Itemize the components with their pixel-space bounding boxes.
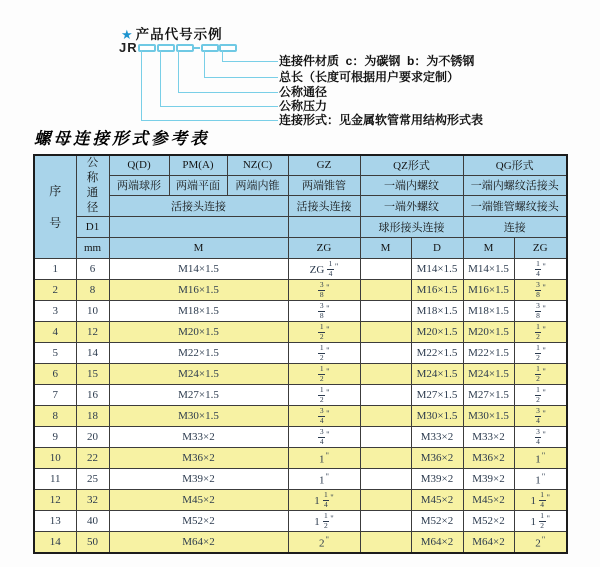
cell-qg_m: M39×2 <box>463 469 514 490</box>
header-col-q: Q(D) <box>109 155 169 175</box>
cell-seq: 8 <box>34 406 76 427</box>
header-qz-conn: 球形接头连接 <box>360 217 463 238</box>
header-col-nz: NZ(C) <box>227 155 288 175</box>
table-row <box>34 469 567 490</box>
cell-gz: $\frac{1}{2}$ " <box>288 322 360 343</box>
cell-m: M14×1.5 <box>109 259 288 280</box>
header-m: M <box>109 238 288 259</box>
cell-gz: 1 $\frac{1}{4}$ " <box>288 490 360 511</box>
table-row <box>34 427 567 448</box>
cell-m: M36×2 <box>109 448 288 469</box>
cell-qg_m: M16×1.5 <box>463 280 514 301</box>
cell-qg_zg: $\frac{3}{4}$ " <box>514 406 567 427</box>
cell-qz_m <box>360 259 411 280</box>
cell-qz_d: M52×2 <box>411 511 463 532</box>
table-row <box>34 343 567 364</box>
code-label-material: 连接件材质 c：为碳钢 b：为不锈钢 <box>279 54 475 68</box>
cell-qg_zg: $\frac{3}{8}$ " <box>514 280 567 301</box>
cell-m: M24×1.5 <box>109 364 288 385</box>
cell-qg_m: M20×1.5 <box>463 322 514 343</box>
cell-qz_d: M39×2 <box>411 469 463 490</box>
cell-qz_d: M30×1.5 <box>411 406 463 427</box>
cell-qz_m <box>360 406 411 427</box>
cell-qg_zg: $\frac{1}{2}$ " <box>514 322 567 343</box>
header-gz-conn: 活接头连接 <box>288 195 360 216</box>
header-q-desc: 两端球形 <box>109 175 169 195</box>
cell-gz: $\frac{1}{2}$ " <box>288 385 360 406</box>
cell-m: M18×1.5 <box>109 301 288 322</box>
cell-gz: $\frac{3}{8}$ " <box>288 280 360 301</box>
cell-seq: 14 <box>34 532 76 553</box>
cell-seq: 2 <box>34 280 76 301</box>
cell-qz_d: M36×2 <box>411 448 463 469</box>
code-label-pressure: 公称压力 <box>279 99 328 113</box>
header-qz-desc2: 一端外螺纹 <box>360 195 463 216</box>
header-union-conn: 活接头连接 <box>109 195 288 216</box>
cell-m: M20×1.5 <box>109 322 288 343</box>
cell-gz: $\frac{1}{2}$ " <box>288 364 360 385</box>
cell-qg_zg: 1 $\frac{1}{2}$ " <box>514 511 567 532</box>
cell-qz_m <box>360 469 411 490</box>
table-row <box>34 532 567 553</box>
header-blank-left <box>109 217 288 238</box>
cell-m: M64×2 <box>109 532 288 553</box>
cell-qz_m <box>360 532 411 553</box>
table-title: 螺母连接形式参考表 <box>34 129 210 148</box>
table-row <box>34 490 567 511</box>
cell-seq: 11 <box>34 469 76 490</box>
cell-m: M16×1.5 <box>109 280 288 301</box>
code-label-diameter: 公称通径 <box>279 85 328 99</box>
header-col-pm: PM(A) <box>169 155 227 175</box>
cell-gz: 1 $\frac{1}{2}$ " <box>288 511 360 532</box>
header-qz-desc1: 一端内螺纹 <box>360 175 463 195</box>
cell-seq: 6 <box>34 364 76 385</box>
code-line-form <box>141 50 278 121</box>
cell-qz_d: M24×1.5 <box>411 364 463 385</box>
table-body <box>34 259 567 553</box>
cell-dn: 10 <box>76 301 109 322</box>
table-row <box>34 280 567 301</box>
cell-m: M30×1.5 <box>109 406 288 427</box>
cell-qz_m <box>360 364 411 385</box>
header-pm-desc: 两端平面 <box>169 175 227 195</box>
table-row <box>34 385 567 406</box>
cell-gz: ZG $\frac{1}{4}$ " <box>288 259 360 280</box>
cell-dn: 50 <box>76 532 109 553</box>
star-icon: ★ <box>121 27 134 42</box>
cell-dn: 18 <box>76 406 109 427</box>
cell-qg_m: M22×1.5 <box>463 343 514 364</box>
table-header <box>34 155 567 259</box>
cell-gz: $\frac{3}{8}$ " <box>288 301 360 322</box>
cell-qz_m <box>360 301 411 322</box>
cell-qg_zg: $\frac{3}{8}$ " <box>514 301 567 322</box>
cell-qz_d: M20×1.5 <box>411 322 463 343</box>
cell-qz_m <box>360 511 411 532</box>
cell-dn: 32 <box>76 490 109 511</box>
cell-seq: 10 <box>34 448 76 469</box>
header-dn: 公称通径 <box>76 155 109 217</box>
cell-qz_m <box>360 280 411 301</box>
cell-m: M52×2 <box>109 511 288 532</box>
cell-m: M22×1.5 <box>109 343 288 364</box>
cell-qz_m <box>360 427 411 448</box>
cell-qz_m <box>360 490 411 511</box>
code-label-length: 总长（长度可根据用户要求定制） <box>279 70 460 84</box>
header-qg-desc1: 一端内螺纹活接头 <box>463 175 567 195</box>
code-prefix: JR <box>119 40 138 55</box>
cell-dn: 8 <box>76 280 109 301</box>
table-row <box>34 448 567 469</box>
code-dash <box>193 47 200 49</box>
header-qg-m: M <box>463 238 514 259</box>
header-seq: 序号 <box>34 155 76 259</box>
table-row <box>34 259 567 280</box>
cell-qz_d: M18×1.5 <box>411 301 463 322</box>
cell-qg_m: M27×1.5 <box>463 385 514 406</box>
cell-qg_zg: $\frac{3}{4}$ " <box>514 427 567 448</box>
cell-seq: 5 <box>34 343 76 364</box>
code-label-form: 连接形式：见金属软管常用结构形式表 <box>279 113 484 127</box>
table-row <box>34 322 567 343</box>
cell-gz: $\frac{3}{4}$ " <box>288 406 360 427</box>
cell-qz_d: M14×1.5 <box>411 259 463 280</box>
cell-dn: 14 <box>76 343 109 364</box>
cell-gz: $\frac{1}{2}$ " <box>288 343 360 364</box>
cell-seq: 7 <box>34 385 76 406</box>
header-qz-m: M <box>360 238 411 259</box>
cell-qz_m <box>360 385 411 406</box>
header-d1: D1 <box>76 217 109 238</box>
table-row <box>34 511 567 532</box>
cell-qg_m: M30×1.5 <box>463 406 514 427</box>
cell-qg_m: M52×2 <box>463 511 514 532</box>
cell-dn: 12 <box>76 322 109 343</box>
cell-seq: 3 <box>34 301 76 322</box>
cell-qz_m <box>360 448 411 469</box>
cell-qg_m: M24×1.5 <box>463 364 514 385</box>
cell-m: M27×1.5 <box>109 385 288 406</box>
cell-qg_zg: 1" <box>514 448 567 469</box>
cell-qz_m <box>360 343 411 364</box>
cell-m: M45×2 <box>109 490 288 511</box>
header-qz-d: D <box>411 238 463 259</box>
cell-m: M33×2 <box>109 427 288 448</box>
cell-qz_d: M16×1.5 <box>411 280 463 301</box>
header-mm: mm <box>76 238 109 259</box>
cell-gz: $\frac{3}{4}$ " <box>288 427 360 448</box>
cell-qg_m: M36×2 <box>463 448 514 469</box>
cell-m: M39×2 <box>109 469 288 490</box>
header-col-qg: QG形式 <box>463 155 567 175</box>
cell-qg_zg: $\frac{1}{2}$ " <box>514 343 567 364</box>
cell-seq: 1 <box>34 259 76 280</box>
cell-dn: 20 <box>76 427 109 448</box>
cell-qg_m: M14×1.5 <box>463 259 514 280</box>
cell-dn: 40 <box>76 511 109 532</box>
cell-qg_zg: 2" <box>514 532 567 553</box>
cell-seq: 9 <box>34 427 76 448</box>
cell-gz: 2" <box>288 532 360 553</box>
header-gz-desc: 两端锥管 <box>288 175 360 195</box>
header-qg-desc2: 一端锥管螺纹接头 <box>463 195 567 216</box>
header-col-qz: QZ形式 <box>360 155 463 175</box>
cell-qg_zg: $\frac{1}{2}$ " <box>514 364 567 385</box>
cell-qg_zg: 1 $\frac{1}{4}$ " <box>514 490 567 511</box>
header-qg-zg: ZG <box>514 238 567 259</box>
cell-dn: 15 <box>76 364 109 385</box>
cell-qz_d: M33×2 <box>411 427 463 448</box>
header-nz-desc: 两端内锥 <box>227 175 288 195</box>
cell-qg_zg: $\frac{1}{2}$ " <box>514 385 567 406</box>
header-zg: ZG <box>288 238 360 259</box>
table-row <box>34 406 567 427</box>
cell-qg_zg: $\frac{1}{4}$ " <box>514 259 567 280</box>
header-qg-conn: 连接 <box>463 217 567 238</box>
header-blank-gz <box>288 217 360 238</box>
cell-qz_d: M45×2 <box>411 490 463 511</box>
cell-qg_m: M33×2 <box>463 427 514 448</box>
cell-dn: 16 <box>76 385 109 406</box>
cell-qz_m <box>360 322 411 343</box>
reference-table <box>33 154 568 554</box>
cell-qg_zg: 1" <box>514 469 567 490</box>
cell-qg_m: M18×1.5 <box>463 301 514 322</box>
table-row <box>34 364 567 385</box>
cell-seq: 12 <box>34 490 76 511</box>
cell-qz_d: M64×2 <box>411 532 463 553</box>
cell-dn: 6 <box>76 259 109 280</box>
cell-seq: 4 <box>34 322 76 343</box>
cell-qg_m: M64×2 <box>463 532 514 553</box>
cell-gz: 1" <box>288 469 360 490</box>
cell-dn: 25 <box>76 469 109 490</box>
cell-qz_d: M27×1.5 <box>411 385 463 406</box>
cell-qz_d: M22×1.5 <box>411 343 463 364</box>
diagram-title-text: 产品代号示例 <box>135 27 223 42</box>
cell-seq: 13 <box>34 511 76 532</box>
cell-qg_m: M45×2 <box>463 490 514 511</box>
cell-gz: 1" <box>288 448 360 469</box>
header-col-gz: GZ <box>288 155 360 175</box>
table-row <box>34 301 567 322</box>
cell-dn: 22 <box>76 448 109 469</box>
